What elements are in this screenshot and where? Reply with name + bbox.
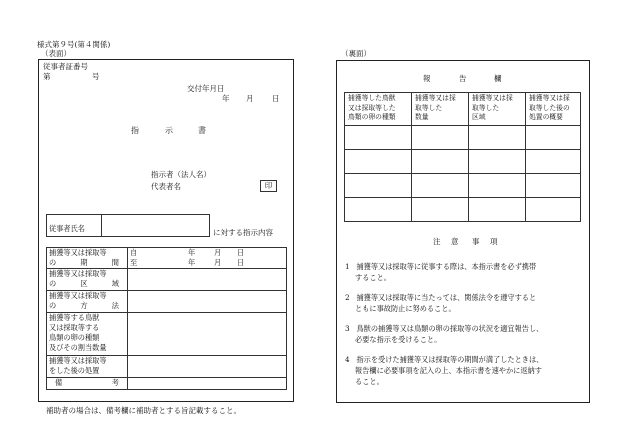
remarks-label — [49, 378, 125, 388]
header-line: 区域 — [472, 113, 486, 121]
species-value-cell[interactable] — [128, 313, 287, 356]
species-label-line: 鳥類の卵の種類 — [49, 333, 100, 342]
header-line: 取等した — [415, 103, 443, 112]
worker-name-label: 従事者氏名 — [49, 224, 85, 233]
method-label-char: 法 — [111, 301, 119, 310]
worker-name-table — [46, 214, 210, 237]
notice-line: ともに事故防止に努めること。 — [355, 304, 456, 313]
notice-item-3 — [345, 323, 543, 345]
report-cell[interactable] — [526, 174, 581, 198]
header-line: 又は採取等した — [348, 103, 396, 112]
front-title-char-3: 書 — [198, 126, 206, 135]
species-label-line: 又は採取等する — [49, 323, 100, 332]
notice-item-2 — [345, 292, 536, 314]
cert-number-dai: 第 — [43, 72, 51, 81]
report-title-char-1: 報 — [423, 74, 431, 83]
notice-line: 鳥獣の捕獲等又は鳥類の卵の採取等の状況を適宜報告し、 — [356, 324, 544, 333]
report-row — [345, 174, 581, 198]
cert-number-label: 従事者証番号 — [43, 62, 88, 71]
period-label-char: 期 — [80, 258, 88, 267]
header-line: 取等した後の — [529, 103, 570, 112]
notice-line: 指示を受けた捕獲等又は採取等の期間が満了したときは、 — [356, 355, 544, 364]
report-cell[interactable] — [412, 126, 469, 150]
notice-number: 4 — [345, 355, 350, 364]
period-label-cell — [47, 248, 128, 269]
method-label-line-2 — [49, 301, 125, 311]
report-cell[interactable] — [345, 174, 412, 198]
area-label-char: 域 — [111, 279, 119, 288]
disposal-value-cell[interactable] — [128, 356, 287, 378]
form-label: 様式第９号(第４関係) — [37, 40, 111, 49]
header-line: 鳥類の卵の種類 — [348, 113, 396, 121]
period-from-year: 年 — [188, 248, 196, 257]
header-line: 捕獲等した鳥獣 — [348, 94, 396, 102]
issuer-label: 指示者（法人名） — [151, 170, 211, 179]
report-cell[interactable] — [469, 174, 526, 198]
front-footnote: 補助者の場合は、備考欄に補助者とする旨記載すること。 — [46, 406, 241, 415]
report-cell[interactable] — [469, 150, 526, 174]
method-value-cell[interactable] — [128, 291, 287, 313]
remarks-label-char: 備 — [55, 378, 63, 387]
front-title-char-2: 示 — [165, 126, 173, 135]
issue-month: 月 — [246, 94, 254, 103]
period-label-char: の — [49, 258, 57, 267]
report-header-species — [345, 93, 412, 126]
report-header-area — [469, 93, 526, 126]
method-label-char: の — [49, 301, 57, 310]
report-cell[interactable] — [469, 126, 526, 150]
remarks-label-cell — [47, 378, 128, 390]
notice-line: 捕獲等又は採取等に当たっては、関係法令を遵守すると — [356, 293, 537, 302]
period-from-row — [130, 248, 284, 258]
area-label-char: の — [49, 279, 57, 288]
area-label-cell — [47, 269, 128, 291]
area-label-char: 区 — [80, 279, 88, 288]
notice-title-char-3: 事 — [472, 237, 480, 246]
period-label-char: 間 — [111, 258, 119, 267]
report-cell[interactable] — [469, 198, 526, 222]
notice-number: 1 — [345, 262, 350, 271]
report-row — [345, 198, 581, 222]
cert-number-go: 号 — [92, 72, 100, 81]
disposal-label-line: 捕獲等又は採取等 — [49, 356, 107, 365]
worker-name-field[interactable] — [102, 215, 210, 237]
report-header-disposal — [526, 93, 581, 126]
report-cell[interactable] — [526, 198, 581, 222]
disposal-label-cell — [47, 356, 128, 378]
report-cell[interactable] — [345, 150, 412, 174]
notice-item-4 — [345, 354, 543, 387]
area-label-line-2 — [49, 279, 125, 289]
header-line: 捕獲等又は採 — [472, 94, 513, 102]
period-from-label: 自 — [130, 248, 138, 257]
notice-line: すること。 — [355, 273, 391, 282]
area-label-line-1: 捕獲等又は採取等 — [49, 269, 107, 278]
header-line: 数量 — [415, 113, 429, 121]
notice-title-char-2: 意 — [451, 237, 459, 246]
report-cell[interactable] — [526, 126, 581, 150]
period-label-line-2 — [49, 258, 125, 268]
header-line: 捕獲等又は採 — [529, 94, 570, 102]
instruction-details-table — [46, 247, 287, 390]
notice-title-char-4: 項 — [490, 237, 498, 246]
notice-title-char-1: 注 — [433, 237, 441, 246]
period-from-day: 日 — [237, 248, 245, 257]
back-side-label: （裏面） — [341, 49, 371, 58]
report-row — [345, 126, 581, 150]
notice-number: 3 — [345, 324, 350, 333]
period-label-line-1: 捕獲等又は採取等 — [49, 248, 107, 257]
instruction-suffix: に対する指示内容 — [213, 228, 273, 237]
period-to-label: 至 — [130, 258, 138, 267]
report-title-char-3: 欄 — [494, 74, 502, 83]
species-label-line: 及びその割当数量 — [49, 343, 107, 352]
period-value-cell[interactable] — [128, 248, 287, 269]
header-line: 処置の概要 — [529, 113, 563, 121]
area-value-cell[interactable] — [128, 269, 287, 291]
header-line: 取等した — [472, 103, 500, 112]
report-row — [345, 150, 581, 174]
report-cell[interactable] — [345, 126, 412, 150]
report-title-char-2: 告 — [459, 74, 467, 83]
period-to-day: 日 — [237, 258, 245, 267]
method-label-line-1: 捕獲等又は採取等 — [49, 291, 107, 300]
notice-line: ること。 — [355, 377, 384, 386]
report-cell[interactable] — [412, 174, 469, 198]
report-cell[interactable] — [345, 198, 412, 222]
disposal-label-line: をした後の処置 — [49, 366, 100, 375]
seal-label: 印 — [264, 181, 273, 190]
seal-box — [260, 180, 277, 192]
notice-line: 必要な指示を受けること。 — [355, 335, 442, 344]
report-table — [344, 92, 581, 222]
issue-day: 日 — [272, 94, 280, 103]
front-title-char-1: 指 — [131, 126, 139, 135]
period-to-row — [130, 258, 284, 268]
period-from-month: 月 — [214, 248, 222, 257]
report-cell[interactable] — [526, 150, 581, 174]
period-to-year: 年 — [188, 258, 196, 267]
notice-line: 報告欄に必要事項を記入の上、本指示書を速やかに返納す — [355, 366, 542, 375]
report-cell[interactable] — [412, 150, 469, 174]
front-side-label: （表面） — [41, 49, 71, 58]
period-to-month: 月 — [214, 258, 222, 267]
issue-year: 年 — [222, 94, 230, 103]
species-label-line: 捕獲等する鳥獣 — [49, 313, 100, 322]
notice-number: 2 — [345, 293, 350, 302]
species-label-cell — [47, 313, 128, 356]
report-cell[interactable] — [412, 198, 469, 222]
notice-line: 捕獲等又は採取等に従事する際は、本指示書を必ず携帯 — [356, 262, 537, 271]
representative-label: 代表者名 — [151, 182, 181, 191]
method-label-cell — [47, 291, 128, 313]
issue-date-label: 交付年月日 — [187, 84, 225, 93]
notice-item-1 — [345, 261, 536, 283]
remarks-value-cell[interactable] — [128, 378, 287, 390]
report-header-quantity — [412, 93, 469, 126]
method-label-char: 方 — [80, 301, 88, 310]
remarks-label-char: 考 — [111, 378, 119, 387]
header-line: 捕獲等又は採 — [415, 94, 456, 102]
worker-name-label-cell — [47, 215, 102, 237]
report-header-row — [345, 93, 581, 126]
